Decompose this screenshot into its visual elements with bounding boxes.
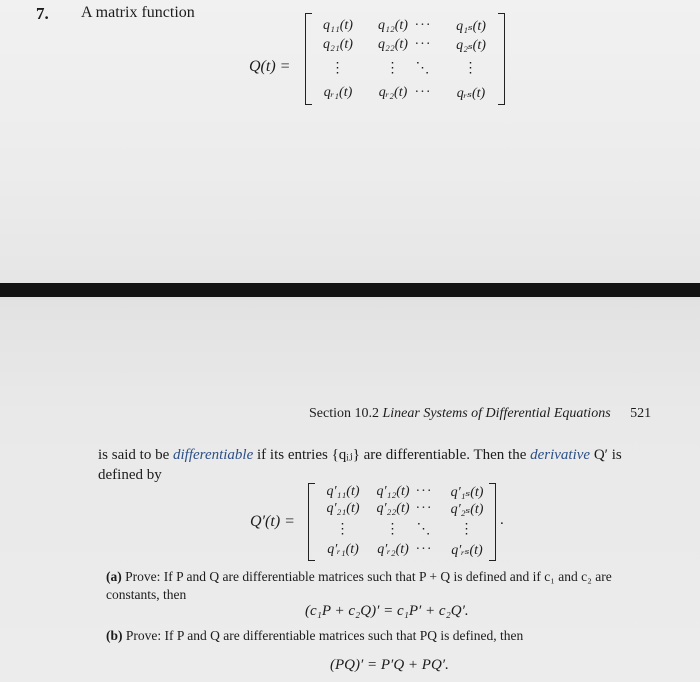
matrix-cell: ⋮ bbox=[335, 522, 351, 537]
matrix-cell: ⋮ bbox=[463, 61, 479, 76]
matrix-cell: ⋮ bbox=[385, 522, 401, 537]
matrix-cell: ⋮ bbox=[330, 61, 346, 76]
matrix-cell: q′₁₂(t) bbox=[376, 484, 410, 499]
running-header bbox=[309, 406, 651, 422]
matrix-cell: ⋱ bbox=[416, 522, 432, 537]
matrix-qprime-lhs: Q′(t) = bbox=[250, 513, 295, 530]
matrix-cell: q′₁₁(t) bbox=[326, 484, 360, 499]
matrix-cell: ··· bbox=[415, 542, 433, 557]
matrix-cell: q₂₂(t) bbox=[378, 37, 408, 52]
term-derivative: derivative bbox=[530, 447, 591, 463]
section-title: Linear Systems of Differential Equations bbox=[382, 406, 611, 421]
paragraph-text: if its entries {qᵢⱼ} are differentiable. Then the bbox=[253, 447, 531, 463]
part-b-text: Prove: If P and Q are differentiable matrices such that PQ is defined, then bbox=[125, 628, 524, 643]
page-number: 521 bbox=[630, 406, 652, 421]
matrix-cell: q′₂₂(t) bbox=[376, 501, 410, 516]
matrix-cell: q₂₁(t) bbox=[323, 37, 353, 52]
problem-number: 7. bbox=[36, 4, 49, 23]
matrix-cell: q₂ₛ(t) bbox=[456, 38, 486, 53]
matrix-q-lhs: Q(t) = bbox=[249, 58, 291, 75]
matrix-cell: ··· bbox=[414, 18, 432, 33]
matrix-end-period: . bbox=[500, 512, 504, 528]
matrix-cell: q₁ₛ(t) bbox=[456, 19, 486, 34]
matrix-cell: ··· bbox=[414, 37, 432, 52]
matrix-cell: qᵣ₂(t) bbox=[378, 85, 408, 100]
upper-textbook-page bbox=[0, 0, 700, 283]
part-a-text: Prove: If P and Q are differentiable matrices such that P + Q is defined and if c₁ and c₂ are constants, then bbox=[106, 569, 612, 602]
part-b bbox=[106, 627, 666, 645]
matrix-cell: ··· bbox=[414, 85, 432, 100]
matrix-cell: ··· bbox=[415, 484, 433, 499]
part-b-equation: (PQ)′ = P′Q + PQ′. bbox=[330, 657, 449, 673]
paragraph-text: Q′ is defined by bbox=[98, 447, 622, 483]
matrix-cell: q′₂ₛ(t) bbox=[450, 502, 484, 517]
term-differentiable: differentiable bbox=[173, 447, 254, 463]
section-number: Section 10.2 bbox=[309, 406, 379, 421]
matrix-cell: qᵣ₁(t) bbox=[323, 85, 353, 100]
matrix-cell: ··· bbox=[415, 501, 433, 516]
matrix-qprime bbox=[308, 483, 496, 561]
matrix-cell: q′₁ₛ(t) bbox=[450, 485, 484, 500]
paragraph-text: is said to be bbox=[98, 447, 173, 463]
matrix-cell: q′₂₁(t) bbox=[326, 501, 360, 516]
matrix-cell: ⋮ bbox=[459, 522, 475, 537]
part-a-equation: (c₁P + c₂Q)′ = c₁P′ + c₂Q′. bbox=[305, 603, 469, 619]
page-divider-shadow bbox=[0, 283, 700, 297]
part-a-label: (a) bbox=[106, 569, 122, 584]
matrix-cell: q′ᵣ₂(t) bbox=[377, 542, 409, 557]
matrix-cell: ⋮ bbox=[385, 61, 401, 76]
matrix-cell: q′ᵣₛ(t) bbox=[451, 543, 483, 558]
part-a bbox=[106, 568, 666, 604]
matrix-cell: q₁₂(t) bbox=[378, 18, 408, 33]
definition-paragraph bbox=[98, 445, 668, 485]
matrix-cell: ⋱ bbox=[415, 61, 431, 76]
matrix-q bbox=[305, 13, 505, 105]
problem-intro: A matrix function bbox=[81, 4, 195, 21]
matrix-cell: qᵣₛ(t) bbox=[456, 86, 486, 101]
part-b-label: (b) bbox=[106, 628, 123, 643]
matrix-cell: q′ᵣ₁(t) bbox=[327, 542, 359, 557]
matrix-cell: q₁₁(t) bbox=[323, 18, 353, 33]
